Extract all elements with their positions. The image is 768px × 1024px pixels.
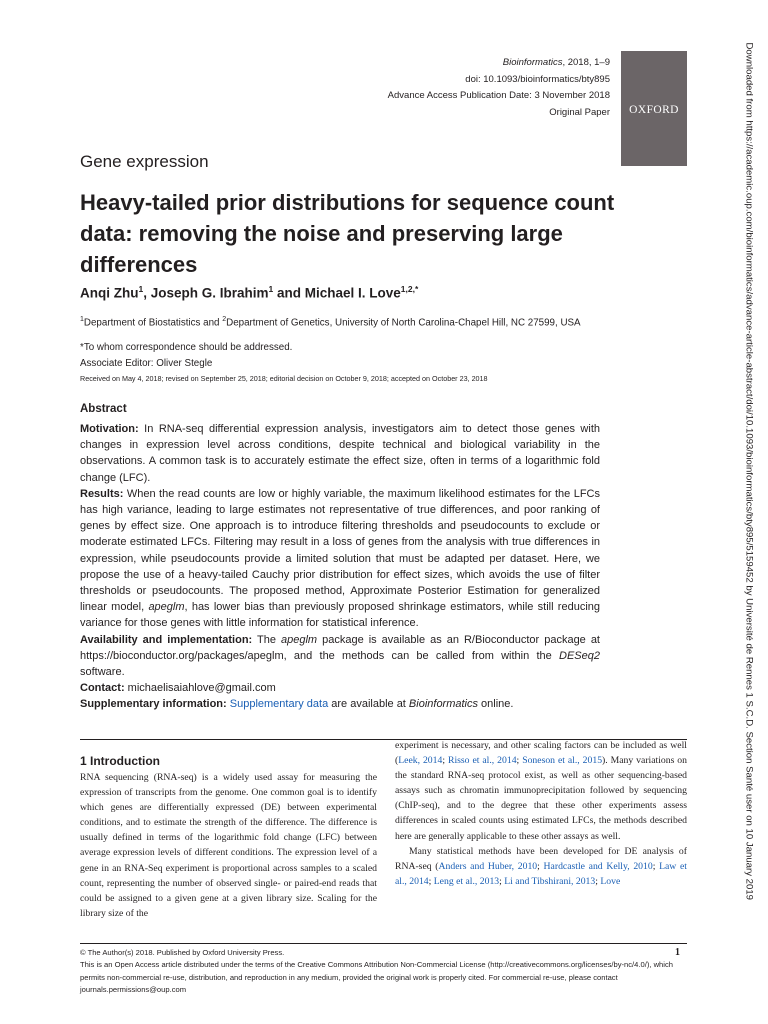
section-label: Gene expression xyxy=(80,152,209,171)
author-separator: and xyxy=(273,285,305,301)
author-name: Joseph G. Ibrahim xyxy=(150,285,269,301)
journal-name: Bioinformatics xyxy=(502,57,563,68)
affiliations xyxy=(80,316,581,328)
affiliation-text: Department of Genetics, University of North Carolina-Chapel Hill, NC 27599, USA xyxy=(226,317,581,329)
citation-link[interactable]: Hardcastle and Kelly, 2010 xyxy=(543,860,653,872)
abstract-heading: Abstract xyxy=(80,403,127,415)
abstract-motivation: Motivation: In RNA-seq differential expression analysis, investigators aim to detect those genes with changes in expression level across conditions, despite technical and biological variability in the observations. A common task is to accurately estimate the effect size, often in terms of a logarithmic fold change (LFC). xyxy=(80,423,600,484)
corresponding-mark: * xyxy=(414,284,419,294)
footer xyxy=(80,947,687,997)
page-number: 1 xyxy=(675,947,680,958)
intro-left-column xyxy=(80,770,377,921)
intro-paragraph: RNA sequencing (RNA-seq) is a widely used assay for measuring the expression of transcripts from the genome. One common goal is to identify which genes are differentially expressed (DE) between experimental conditions, and to estimate the strength of the difference. The difference is usually defined in terms of the logarithmic fold change (LFC) between average expression levels of different conditions. The expression level of a gene in an RNA-Seq experiment is proportional across samples to a scaled count, representing the number of observed single- or paired-end reads that could be assigned to a given gene at a given library size. Scaling for the library size of the xyxy=(80,772,377,919)
abstract-availability: Availability and implementation: The apeglm package is available as an R/Bioconductor package at https://bioconductor.org/packages/apeglm, and the methods can be called from within the DESeq2 software. xyxy=(80,633,600,679)
correspondence-note: *To whom correspondence should be addressed. xyxy=(80,342,293,353)
doi: doi: 10.1093/bioinformatics/bty895 xyxy=(465,73,610,85)
affiliation-text: Department of Biostatistics and xyxy=(83,317,223,329)
journal-header xyxy=(388,55,610,121)
associate-editor: Associate Editor: Oliver Stegle xyxy=(80,358,213,369)
paper-type: Original Paper xyxy=(549,106,610,118)
copyright: © The Author(s) 2018. Published by Oxford University Press. xyxy=(80,948,285,957)
citation-link[interactable]: Leek, 2014 xyxy=(398,755,443,767)
abstract-contact: Contact: michaelisaiahlove@gmail.com xyxy=(80,682,276,695)
author-list xyxy=(80,284,418,301)
license-text: This is an Open Access article distributed under the terms of the Creative Commons Attribution Non-Commercial License (http://creativecommons.org/licenses/by-nc/4.0/), which permits non-commercial re-use, distribution, and reproduction in any medium, provided the original work is properly cited. For commercial re-use, please contact journals.permissions@oup.com xyxy=(80,960,673,995)
received-dates: Received on May 4, 2018; revised on September 25, 2018; editorial decision on October 9, 2018; accepted on October 23, 2018 xyxy=(80,374,488,383)
abstract-results: Results: When the read counts are low or highly variable, the maximum likelihood estimates for the LFCs has high variance, leading to large estimates not representative of true differences, and poor ranking of genes by effect size. One approach is to introduce filtering thresholds and pseudocounts to exclude or moderate estimated LFCs. Filtering may result in a loss of genes from the analysis with true differences in expression, while pseudocounts provide a limited solution that must be adapted per dataset. Here, we propose the use of a heavy-tailed Cauchy prior distribution for effect sizes, which avoids the use of filter thresholds or pseudocounts. The proposed method, Approximate Posterior Estimation for generalized linear model, apeglm, has lower bias than previously proposed shrinkage estimators, while still reducing variance for those genes with little information for statistical inference. xyxy=(80,487,600,630)
oxford-logo-text: OXFORD xyxy=(629,104,679,116)
download-notice xyxy=(742,44,756,994)
author-name: Anqi Zhu xyxy=(80,285,139,301)
citation-link[interactable]: Anders and Huber, 2010 xyxy=(438,860,538,872)
author-separator: , xyxy=(143,285,151,301)
affiliation-mark: 2 xyxy=(222,316,227,323)
citation-link[interactable]: Risso et al., 2014 xyxy=(447,755,517,767)
citation-link[interactable]: Leng et al., 2013 xyxy=(433,875,500,887)
author-affiliation-mark: 1 xyxy=(138,284,144,294)
intro-paragraph: Many statistical methods have been developed for DE analysis of RNA-seq (Anders and Huber, 2010; Hardcastle and Kelly, 2010; Law et al., 2014; Leng et al., 2013; Li and Tibshirani, 2013; Love xyxy=(395,845,687,887)
introduction-heading: 1 Introduction xyxy=(80,754,160,768)
citation-link[interactable]: Soneson et al., 2015 xyxy=(522,755,603,767)
author-name: Michael I. Love xyxy=(304,285,401,301)
supplementary-data-link[interactable]: Supplementary data xyxy=(229,698,329,711)
affiliation-mark: 1 xyxy=(80,316,84,323)
journal-citation xyxy=(388,55,610,72)
intro-right-column xyxy=(395,738,687,889)
abstract-body xyxy=(80,421,600,713)
intro-paragraph: experiment is necessary, and other scaling factors can be included as well (Leek, 2014; Risso et al., 2014; Soneson et al., 2015). Many variations on the standard RNA-seq protocol exist, as well as other sequencing-based assays such as chromatin immunoprecipitation followed by sequencing (ChIP-seq), and to the degree that these other experiments assess differences in scaled counts using estimated LFCs, the methods described here are generally applicable to these other assays as well. xyxy=(395,740,687,842)
contact-email[interactable]: michaelisaiahlove@gmail.com xyxy=(124,682,276,695)
correspondence-block xyxy=(80,340,292,372)
author-affiliation-mark: 1 xyxy=(268,284,274,294)
footer-divider xyxy=(80,943,687,944)
paper-title: Heavy-tailed prior distributions for sequence count data: removing the noise and preserving large differences xyxy=(80,190,615,277)
author-affiliation-mark: 1,2,* xyxy=(400,284,419,294)
download-notice-text: Downloaded from https://academic.oup.com/bioinformatics/advance-article-abstract/doi/10.1093/bioinformatics/bty895/5159452 by Université de Rennes 1 S.C.D. Section Santé user on 10 January 2019 xyxy=(743,42,755,901)
citation-link[interactable]: Li and Tibshirani, 2013 xyxy=(504,875,596,887)
abstract-supplementary: Supplementary information: Supplementary data are available at Bioinformatics online. xyxy=(80,698,514,711)
advance-access-date: Advance Access Publication Date: 3 November 2018 xyxy=(387,90,610,101)
oxford-logo xyxy=(621,51,687,166)
citation-link[interactable]: Love xyxy=(600,875,621,887)
journal-volume: , 2018, 1–9 xyxy=(562,57,610,68)
citation-link[interactable]: Law et al., 2014 xyxy=(395,860,687,887)
